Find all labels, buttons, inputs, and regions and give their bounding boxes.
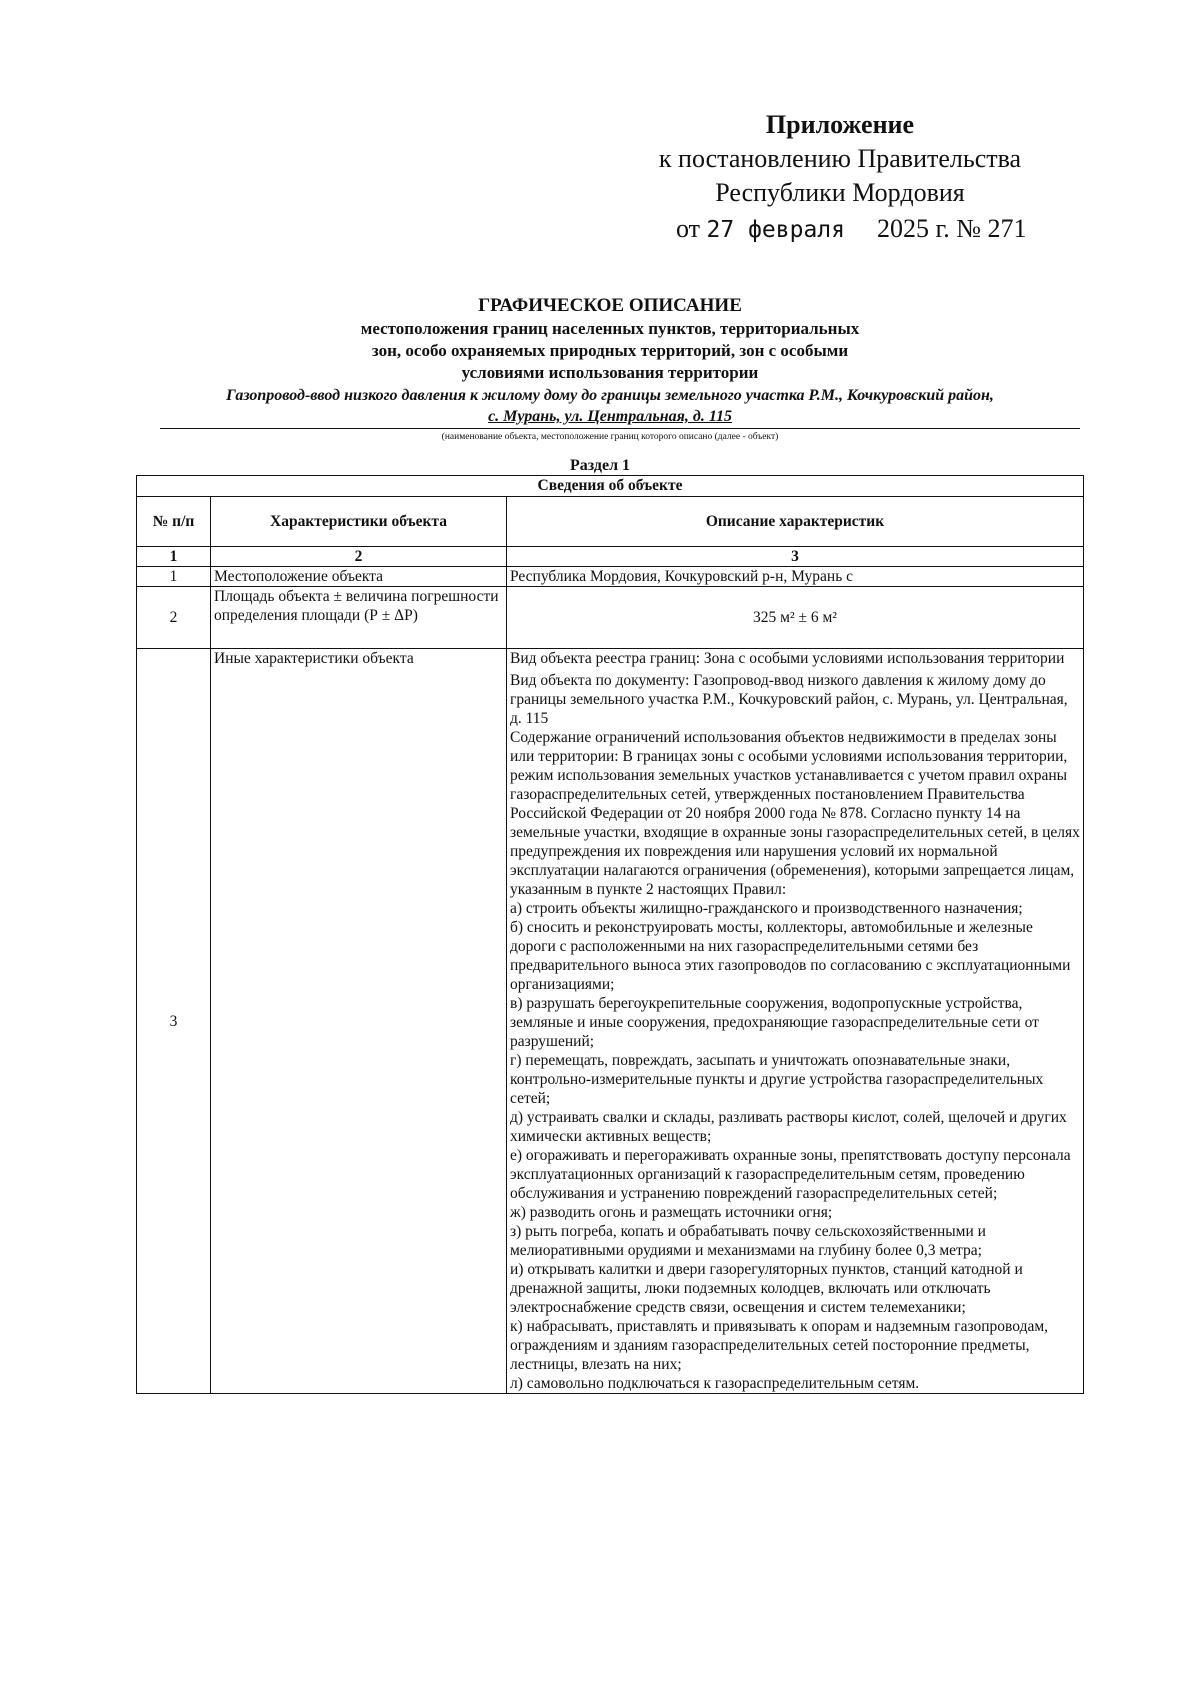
row-description: Республика Мордовия, Кочкуровский р-н, Мурань с [507,567,1084,587]
object-name-underline [160,428,1080,429]
description-paragraph: д) устраивать свалки и склады, разливать растворы кислот, солей, щелочей и других химически активных веществ; [510,1109,1067,1145]
row-characteristic: Иные характеристики объекта [211,649,507,1394]
document-subtitle-line: зон, особо охраняемых природных территорий, зон с особыми [371,341,849,360]
table-row [137,587,1084,649]
appendix-title: Приложение [765,110,915,139]
object-info-table [136,475,1084,1394]
row-characteristic: Площадь объекта ± величина погрешности определения площади (Р ± ΔР) [211,587,507,649]
document-subtitle-line: условиями использования территории [461,363,759,382]
table-title-row [137,476,1084,497]
description-paragraph: Содержание ограничений использования объектов недвижимости в пределах зоны или территории: В границах зоны с особыми условиями использования территории, режим использования земельных участков устанавливается с учетом правил охраны газораспределительных сетей, утвержденных постановлением Правительства Российской Федерации от 20 ноября 2000 года № 878. Согласно пункту 14 на земельные участки, входящие в охранные зоны газораспределительных сетей, в целях предупреждения их повреждения или нарушения условий их нормальной эксплуатации налагаются ограничения (обременения), которыми запрещается лицам, указанным в пункте 2 настоящих Правил: [510,729,1080,898]
description-paragraph: г) перемещать, повреждать, засыпать и уничтожать опознавательные знаки, контрольно-измерительные пункты и другие устройства газораспределительных сетей; [510,1052,1044,1107]
description-paragraph: ж) разводить огонь и размещать источники огня; [510,1204,833,1221]
document-title: ГРАФИЧЕСКОЕ ОПИСАНИЕ [478,295,742,316]
appendix-from: от [676,214,701,243]
table-row [137,567,1084,587]
object-name-line-1: Газопровод-ввод низкого давления к жилому дому до границы земельного участка Р.М., Кочкуровский район, [226,387,994,404]
description-paragraph: б) сносить и реконструировать мосты, коллекторы, автомобильные и железные дороги с расположенными на них газораспределительными сетями без предварительного выноса этих газопроводов по согласованию с эксплуатационными организациями; [510,919,1071,993]
column-number: 3 [507,547,1084,567]
table-title: Сведения об объекте [137,476,1084,497]
table-header-row [137,497,1084,547]
row-description: 325 м² ± 6 м² [507,587,1084,649]
header-characteristics: Характеристики объекта [211,497,507,547]
object-name-line-2: с. Мурань, ул. Центральная, д. 115 [488,408,732,425]
description-paragraph: з) рыть погреба, копать и обрабатывать почву сельскохозяйственными и мелиоративными орудиями и механизмами на глубину более 0,3 метра; [510,1223,986,1259]
header-number: № п/п [137,497,211,547]
description-paragraph: и) открывать калитки и двери газорегуляторных пунктов, станций катодной и дренажной защиты, люки подземных колодцев, включать или отключать электроснабжение средств связи, освещения и систем телемеханики; [510,1261,1023,1316]
column-number: 2 [211,547,507,567]
appendix-year: 2025 г. [877,214,950,243]
description-paragraph: е) огораживать и перегораживать охранные зоны, препятствовать доступу персонала эксплуатационных организаций к газораспределительным сетям, проведению обслуживания и устранению повреждений газораспределительных сетей; [510,1147,1071,1202]
description-paragraph: к) набрасывать, приставлять и привязывать к опорам и надземным газопроводам, ограждениям и зданиям газораспределительных сетей посторонние предметы, лестницы, влезать на них; [510,1318,1049,1373]
appendix-line-1: к постановлению Правительства [658,144,1022,173]
object-name [136,385,1084,427]
row-number: 3 [137,649,211,1394]
object-name-note: (наименование объекта, местоположение границ которого описано (далее - объект) [441,432,779,442]
column-number-row [137,547,1084,567]
table-row [137,649,1084,1394]
section-title: Раздел 1 [569,457,631,474]
document-subtitle-line: местоположения границ населенных пунктов, территориальных [360,319,860,338]
description-paragraph: л) самовольно подключаться к газораспределительным сетям. [510,1375,920,1392]
appendix-date: 27 февраля [706,217,846,243]
description-paragraph: в) разрушать берегоукрепительные сооружения, водопропускные устройства, земляные и иные сооружения, предохраняющие газораспределительные сети от разрушений; [510,995,1039,1050]
description-paragraph: Вид объекта по документу: Газопровод-ввод низкого давления к жилому дому до границы земельного участка Р.М., Кочкуровский район, с. Мурань, ул. Центральная, д. 115 [510,672,1068,727]
appendix-date-line [600,212,1080,247]
column-number: 1 [137,547,211,567]
appendix-header [600,108,1080,247]
description-paragraph: Вид объекта реестра границ: Зона с особыми условиями использования территории [510,650,1065,667]
appendix-number: № 271 [956,214,1027,243]
row-number: 2 [137,587,211,649]
row-number: 1 [137,567,211,587]
row-characteristic: Местоположение объекта [211,567,507,587]
row-description [507,649,1084,1394]
appendix-line-2: Республики Мордовия [715,178,965,207]
document-title-block [150,294,1070,384]
description-paragraph: а) строить объекты жилищно-гражданского и производственного назначения; [510,900,1023,917]
header-description: Описание характеристик [507,497,1084,547]
